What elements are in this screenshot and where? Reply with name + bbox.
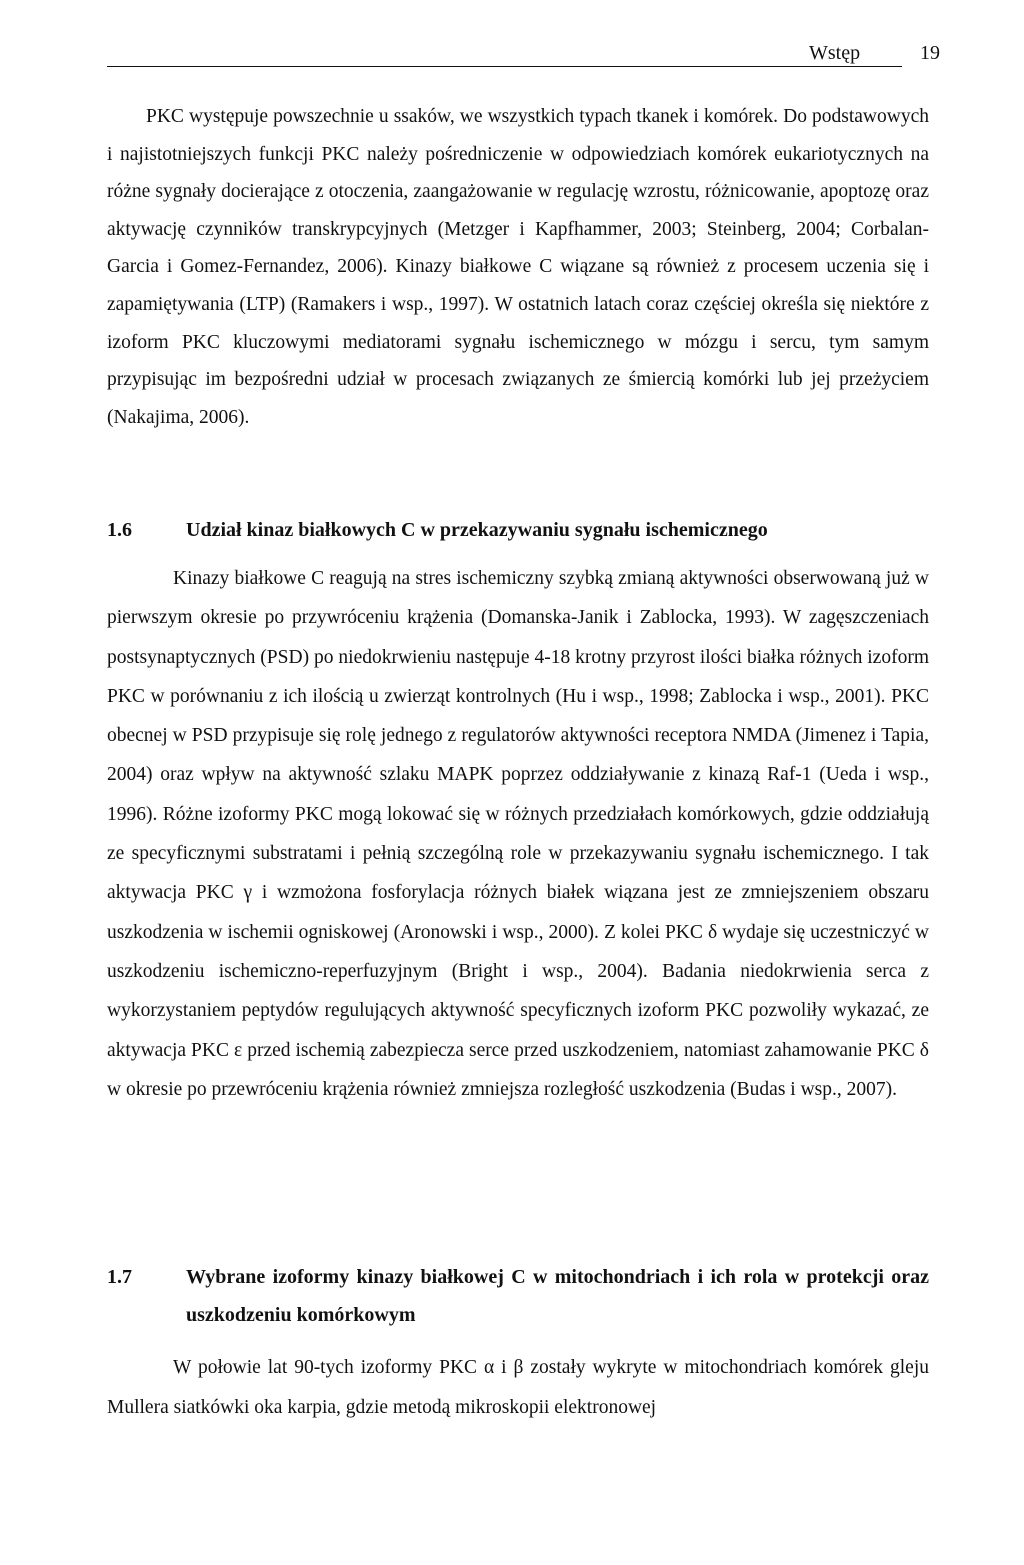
section-number: 1.7 [107,1266,132,1288]
page-number: 19 [920,42,940,64]
section-heading-1-6 [107,510,929,550]
paragraph-mitochondria: W połowie lat 90-tych izoformy PKC α i β zostały wykryte w mitochondriach komórek gleju Mullera siatkówki oka karpia, gdzie metodą mikroskopii elektronowej [107,1357,929,1418]
running-header [107,40,940,70]
header-chapter-title: Wstęp [809,42,861,64]
section-number: 1.6 [107,519,132,541]
paragraph-pkc-functions: PKC występuje powszechnie u ssaków, we wszystkich typach tkanek i komórek. Do podstawowych i najistotniejszych funkcji PKC należy pośredniczenie w odpowiedziach komórek eukariotycznych na różne sygnały docierające z otoczenia, zaangażowanie w regulację wzrostu, różnicowanie, apoptozę oraz aktywację czynników transkrypcyjnych (Metzger i Kapfhammer, 2003; Steinberg, 2004; Corbalan-Garcia i Gomez-Fernandez, 2006). Kinazy białkowe C wiązane są również z procesem uczenia się i zapamiętywania (LTP) (Ramakers i wsp., 1997). W ostatnich latach coraz częściej określa się niektóre z izoform PKC kluczowymi mediatorami sygnału ischemicznego w mózgu i sercu, tym samym przypisując im bezpośredni udział w procesach związanych ze śmiercią komórki lub jej przeżyciem (Nakajima, 2006). [107,106,929,428]
section-heading-1-7 [107,1258,929,1334]
section-title: Udział kinaz białkowych C w przekazywaniu sygnału ischemicznego [186,519,768,541]
section-title: Wybrane izoformy kinazy białkowej C w mitochondriach i ich rola w protekcji oraz uszkodzeniu komórkowym [186,1266,929,1326]
paragraph-ischemic-signal: Kinazy białkowe C reagują na stres ischemiczny szybką zmianą aktywności obserwowaną już w pierwszym okresie po przywróceniu krążenia (Domanska-Janik i Zablocka, 1993). W zagęszczeniach postsynaptycznych (PSD) po niedokrwieniu następuje 4-18 krotny przyrost ilości białka różnych izoform PKC w porównaniu z ich ilością u zwierząt kontrolnych (Hu i wsp., 1998; Zablocka i wsp., 2001). PKC obecnej w PSD przypisuje się rolę jednego z regulatorów aktywności receptora NMDA (Jimenez i Tapia, 2004) oraz wpływ na aktywność szlaku MAPK poprzez oddziaływanie z kinazą Raf-1 (Ueda i wsp., 1996). Różne izoformy PKC mogą lokować się w różnych przedziałach komórkowych, gdzie oddziałują ze specyficznymi substratami i pełnią szczególną role w przekazywaniu sygnału ischemicznego. I tak aktywacja PKC γ i wzmożona fosforylacja różnych białek wiązana jest ze zmniejszeniem obszaru uszkodzenia w ischemii ogniskowej (Aronowski i wsp., 2000). Z kolei PKC δ wydaje się uczestniczyć w uszkodzeniu ischemiczno-reperfuzyjnym (Bright i wsp., 2004). Badania niedokrwienia serca z wykorzystaniem peptydów regulujących aktywność specyficznych izoform PKC pozwoliły wykazać, ze aktywacja PKC ε przed ischemią zabezpiecza serce przed uszkodzeniem, natomiast zahamowanie PKC δ w okresie po przewróceniu krążenia również zmniejsza rozległość uszkodzenia (Budas i wsp., 2007). [107,568,929,1100]
header-rule [107,66,902,67]
